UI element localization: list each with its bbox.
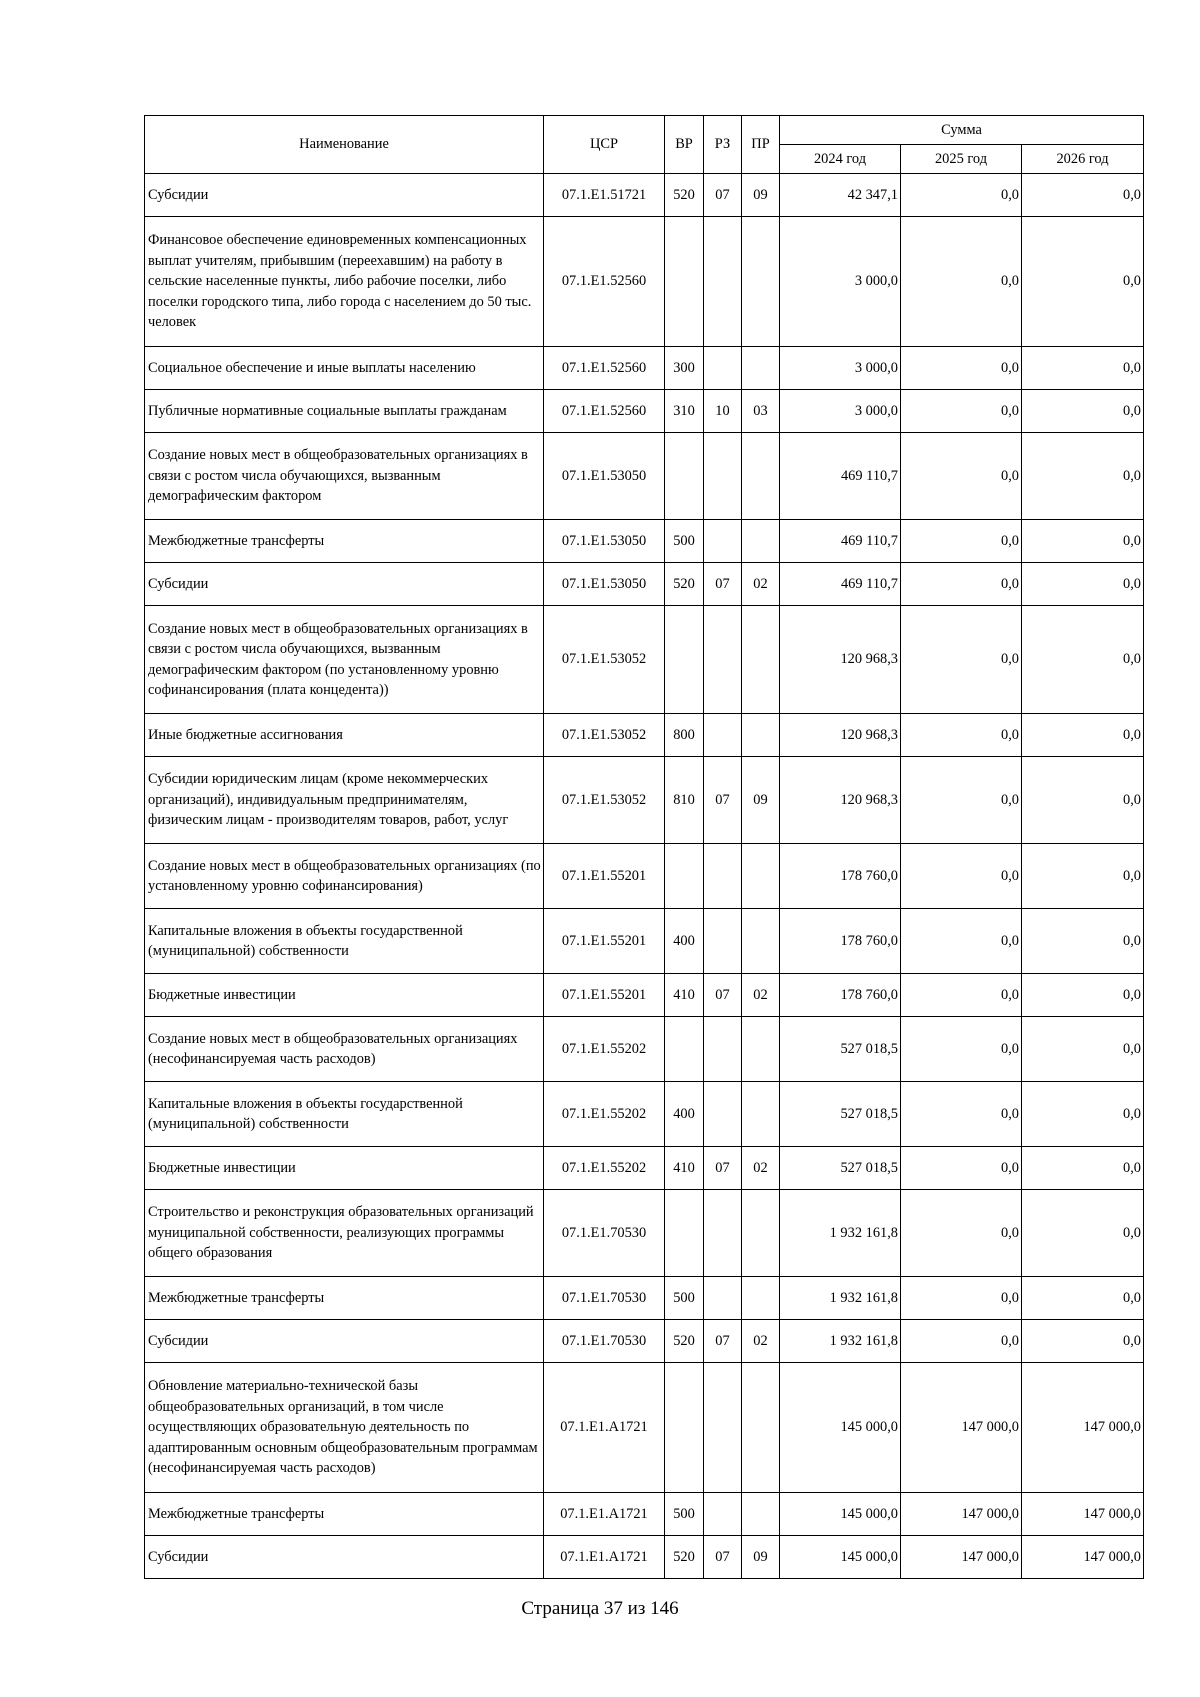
cell-vr: 520 xyxy=(665,1320,704,1363)
cell-name: Субсидии xyxy=(145,1536,544,1579)
cell-rz xyxy=(704,1277,742,1320)
cell-rz xyxy=(704,520,742,563)
cell-name: Социальное обеспечение и иные выплаты населению xyxy=(145,347,544,390)
cell-pr: 02 xyxy=(742,1147,780,1190)
header-year-2024: 2024 год xyxy=(780,145,901,174)
cell-csr: 07.1.E1.A1721 xyxy=(544,1536,665,1579)
cell-csr: 07.1.E1.55202 xyxy=(544,1147,665,1190)
cell-vr xyxy=(665,433,704,520)
cell-amount-2025: 0,0 xyxy=(901,1082,1022,1147)
cell-name: Создание новых мест в общеобразовательных организациях (по установленному уровню софинансирования) xyxy=(145,844,544,909)
cell-amount-2026: 147 000,0 xyxy=(1022,1536,1144,1579)
cell-rz xyxy=(704,1190,742,1277)
cell-amount-2026: 0,0 xyxy=(1022,974,1144,1017)
table-row xyxy=(145,1363,1144,1493)
cell-amount-2024: 120 968,3 xyxy=(780,714,901,757)
table-row xyxy=(145,433,1144,520)
cell-amount-2024: 178 760,0 xyxy=(780,909,901,974)
cell-name: Межбюджетные трансферты xyxy=(145,520,544,563)
cell-vr: 300 xyxy=(665,347,704,390)
table-row xyxy=(145,217,1144,347)
cell-amount-2026: 0,0 xyxy=(1022,606,1144,714)
header-pr: ПР xyxy=(742,116,780,174)
cell-pr xyxy=(742,714,780,757)
cell-name: Создание новых мест в общеобразовательных организациях (несофинансируемая часть расходов) xyxy=(145,1017,544,1082)
cell-amount-2024: 1 932 161,8 xyxy=(780,1320,901,1363)
cell-amount-2024: 1 932 161,8 xyxy=(780,1190,901,1277)
table-row xyxy=(145,844,1144,909)
cell-amount-2026: 0,0 xyxy=(1022,390,1144,433)
cell-name: Бюджетные инвестиции xyxy=(145,1147,544,1190)
cell-amount-2026: 0,0 xyxy=(1022,217,1144,347)
cell-amount-2025: 0,0 xyxy=(901,433,1022,520)
cell-amount-2024: 1 932 161,8 xyxy=(780,1277,901,1320)
cell-amount-2026: 0,0 xyxy=(1022,1277,1144,1320)
cell-amount-2025: 0,0 xyxy=(901,1320,1022,1363)
cell-csr: 07.1.E1.A1721 xyxy=(544,1493,665,1536)
cell-name: Межбюджетные трансферты xyxy=(145,1493,544,1536)
cell-amount-2024: 178 760,0 xyxy=(780,974,901,1017)
table-row xyxy=(145,974,1144,1017)
table-row xyxy=(145,757,1144,844)
cell-vr: 500 xyxy=(665,520,704,563)
cell-rz: 10 xyxy=(704,390,742,433)
cell-amount-2024: 469 110,7 xyxy=(780,520,901,563)
cell-amount-2026: 0,0 xyxy=(1022,1082,1144,1147)
cell-amount-2024: 3 000,0 xyxy=(780,390,901,433)
table-row xyxy=(145,909,1144,974)
cell-rz: 07 xyxy=(704,1536,742,1579)
cell-amount-2026: 0,0 xyxy=(1022,347,1144,390)
cell-amount-2026: 0,0 xyxy=(1022,909,1144,974)
cell-pr xyxy=(742,1277,780,1320)
table-row xyxy=(145,714,1144,757)
cell-vr: 500 xyxy=(665,1277,704,1320)
cell-pr xyxy=(742,1082,780,1147)
cell-vr: 400 xyxy=(665,909,704,974)
cell-amount-2026: 0,0 xyxy=(1022,714,1144,757)
cell-amount-2026: 147 000,0 xyxy=(1022,1363,1144,1493)
cell-amount-2024: 145 000,0 xyxy=(780,1536,901,1579)
cell-amount-2024: 469 110,7 xyxy=(780,563,901,606)
cell-amount-2025: 0,0 xyxy=(901,520,1022,563)
cell-name: Обновление материально-технической базы общеобразовательных организаций, в том числе осуществляющих образовательную деятельность по адаптированным основным общеобразовательным программам (несофинансируемая часть расходов) xyxy=(145,1363,544,1493)
cell-vr xyxy=(665,844,704,909)
cell-amount-2024: 120 968,3 xyxy=(780,757,901,844)
cell-amount-2025: 0,0 xyxy=(901,757,1022,844)
cell-amount-2026: 0,0 xyxy=(1022,1017,1144,1082)
cell-vr: 410 xyxy=(665,974,704,1017)
cell-name: Капитальные вложения в объекты государственной (муниципальной) собственности xyxy=(145,909,544,974)
cell-amount-2024: 527 018,5 xyxy=(780,1082,901,1147)
cell-amount-2025: 0,0 xyxy=(901,909,1022,974)
cell-amount-2025: 0,0 xyxy=(901,1277,1022,1320)
cell-rz: 07 xyxy=(704,757,742,844)
header-sum: Сумма xyxy=(780,116,1144,145)
cell-amount-2026: 0,0 xyxy=(1022,1147,1144,1190)
cell-amount-2026: 0,0 xyxy=(1022,844,1144,909)
cell-name: Субсидии юридическим лицам (кроме некоммерческих организаций), индивидуальным предпринимателям, физическим лицам - производителям товаров, работ, услуг xyxy=(145,757,544,844)
cell-amount-2024: 469 110,7 xyxy=(780,433,901,520)
cell-pr: 09 xyxy=(742,174,780,217)
cell-name: Субсидии xyxy=(145,563,544,606)
cell-amount-2025: 0,0 xyxy=(901,347,1022,390)
cell-vr: 520 xyxy=(665,1536,704,1579)
cell-csr: 07.1.E1.53050 xyxy=(544,433,665,520)
cell-name: Публичные нормативные социальные выплаты гражданам xyxy=(145,390,544,433)
header-rz: РЗ xyxy=(704,116,742,174)
cell-amount-2024: 527 018,5 xyxy=(780,1147,901,1190)
cell-vr: 520 xyxy=(665,174,704,217)
cell-amount-2025: 147 000,0 xyxy=(901,1363,1022,1493)
table-row xyxy=(145,606,1144,714)
table-row xyxy=(145,1277,1144,1320)
cell-pr: 03 xyxy=(742,390,780,433)
cell-rz: 07 xyxy=(704,563,742,606)
cell-pr: 09 xyxy=(742,757,780,844)
cell-rz xyxy=(704,714,742,757)
cell-amount-2025: 0,0 xyxy=(901,390,1022,433)
page-number: Страница 37 из 146 xyxy=(521,1598,679,1619)
cell-pr xyxy=(742,844,780,909)
cell-name: Межбюджетные трансферты xyxy=(145,1277,544,1320)
cell-pr xyxy=(742,217,780,347)
cell-name: Бюджетные инвестиции xyxy=(145,974,544,1017)
cell-csr: 07.1.E1.51721 xyxy=(544,174,665,217)
cell-amount-2025: 0,0 xyxy=(901,174,1022,217)
cell-amount-2024: 3 000,0 xyxy=(780,347,901,390)
cell-name: Капитальные вложения в объекты государственной (муниципальной) собственности xyxy=(145,1082,544,1147)
cell-pr xyxy=(742,1190,780,1277)
cell-amount-2025: 0,0 xyxy=(901,714,1022,757)
cell-rz xyxy=(704,606,742,714)
cell-vr xyxy=(665,606,704,714)
cell-pr xyxy=(742,1363,780,1493)
header-vr: ВР xyxy=(665,116,704,174)
table-row xyxy=(145,1536,1144,1579)
cell-vr: 410 xyxy=(665,1147,704,1190)
cell-pr: 09 xyxy=(742,1536,780,1579)
cell-amount-2025: 0,0 xyxy=(901,217,1022,347)
cell-csr: 07.1.E1.70530 xyxy=(544,1277,665,1320)
cell-amount-2026: 0,0 xyxy=(1022,757,1144,844)
cell-rz xyxy=(704,347,742,390)
cell-rz xyxy=(704,1363,742,1493)
table-row xyxy=(145,174,1144,217)
cell-amount-2024: 120 968,3 xyxy=(780,606,901,714)
cell-name: Строительство и реконструкция образовательных организаций муниципальной собственности, реализующих программы общего образования xyxy=(145,1190,544,1277)
cell-rz: 07 xyxy=(704,974,742,1017)
table-body xyxy=(145,174,1144,1579)
cell-amount-2024: 145 000,0 xyxy=(780,1493,901,1536)
table-row xyxy=(145,563,1144,606)
cell-amount-2024: 42 347,1 xyxy=(780,174,901,217)
cell-amount-2025: 147 000,0 xyxy=(901,1493,1022,1536)
cell-pr xyxy=(742,909,780,974)
cell-vr: 520 xyxy=(665,563,704,606)
cell-name: Финансовое обеспечение единовременных компенсационных выплат учителям, прибывшим (переехавшим) на работу в сельские населенные пункты, либо рабочие поселки, либо поселки городского типа, либо города с населением до 50 тыс. человек xyxy=(145,217,544,347)
cell-csr: 07.1.E1.55201 xyxy=(544,909,665,974)
cell-amount-2024: 178 760,0 xyxy=(780,844,901,909)
cell-csr: 07.1.E1.55201 xyxy=(544,844,665,909)
cell-amount-2025: 0,0 xyxy=(901,1017,1022,1082)
cell-amount-2026: 0,0 xyxy=(1022,433,1144,520)
cell-amount-2025: 0,0 xyxy=(901,1190,1022,1277)
header-year-2026: 2026 год xyxy=(1022,145,1144,174)
cell-vr: 310 xyxy=(665,390,704,433)
cell-amount-2025: 0,0 xyxy=(901,1147,1022,1190)
cell-amount-2026: 0,0 xyxy=(1022,563,1144,606)
cell-pr xyxy=(742,433,780,520)
cell-name: Субсидии xyxy=(145,1320,544,1363)
header-name: Наименование xyxy=(145,116,544,174)
table-row xyxy=(145,1082,1144,1147)
cell-vr xyxy=(665,217,704,347)
cell-csr: 07.1.E1.53050 xyxy=(544,520,665,563)
cell-name: Создание новых мест в общеобразовательных организациях в связи с ростом числа обучающихся, вызванным демографическим фактором (по установленному уровню софинансирования (плата концедента)) xyxy=(145,606,544,714)
table-row xyxy=(145,1017,1144,1082)
cell-pr xyxy=(742,520,780,563)
cell-csr: 07.1.E1.70530 xyxy=(544,1190,665,1277)
cell-pr xyxy=(742,606,780,714)
budget-table xyxy=(144,115,1144,1579)
cell-amount-2025: 0,0 xyxy=(901,844,1022,909)
table-row xyxy=(145,390,1144,433)
cell-vr: 810 xyxy=(665,757,704,844)
cell-csr: 07.1.E1.52560 xyxy=(544,390,665,433)
cell-rz xyxy=(704,1082,742,1147)
cell-csr: 07.1.E1.55202 xyxy=(544,1017,665,1082)
cell-rz: 07 xyxy=(704,174,742,217)
cell-csr: 07.1.E1.55202 xyxy=(544,1082,665,1147)
cell-amount-2024: 527 018,5 xyxy=(780,1017,901,1082)
cell-rz xyxy=(704,844,742,909)
cell-csr: 07.1.E1.53052 xyxy=(544,714,665,757)
cell-pr xyxy=(742,1017,780,1082)
cell-csr: 07.1.E1.53050 xyxy=(544,563,665,606)
cell-vr xyxy=(665,1363,704,1493)
cell-rz xyxy=(704,217,742,347)
cell-name: Субсидии xyxy=(145,174,544,217)
cell-amount-2025: 0,0 xyxy=(901,974,1022,1017)
cell-amount-2024: 3 000,0 xyxy=(780,217,901,347)
cell-amount-2026: 0,0 xyxy=(1022,520,1144,563)
cell-csr: 07.1.E1.52560 xyxy=(544,347,665,390)
header-csr: ЦСР xyxy=(544,116,665,174)
cell-amount-2026: 0,0 xyxy=(1022,174,1144,217)
table-row xyxy=(145,1493,1144,1536)
table-row xyxy=(145,1190,1144,1277)
cell-csr: 07.1.E1.52560 xyxy=(544,217,665,347)
cell-csr: 07.1.E1.A1721 xyxy=(544,1363,665,1493)
cell-csr: 07.1.E1.70530 xyxy=(544,1320,665,1363)
cell-rz xyxy=(704,1493,742,1536)
cell-name: Иные бюджетные ассигнования xyxy=(145,714,544,757)
cell-rz: 07 xyxy=(704,1320,742,1363)
cell-vr: 400 xyxy=(665,1082,704,1147)
table-row xyxy=(145,347,1144,390)
cell-amount-2025: 0,0 xyxy=(901,563,1022,606)
cell-amount-2024: 145 000,0 xyxy=(780,1363,901,1493)
header-year-2025: 2025 год xyxy=(901,145,1022,174)
cell-amount-2026: 0,0 xyxy=(1022,1190,1144,1277)
cell-amount-2025: 0,0 xyxy=(901,606,1022,714)
cell-name: Создание новых мест в общеобразовательных организациях в связи с ростом числа обучающихся, вызванным демографическим фактором xyxy=(145,433,544,520)
cell-rz xyxy=(704,1017,742,1082)
cell-pr: 02 xyxy=(742,1320,780,1363)
cell-pr xyxy=(742,347,780,390)
cell-amount-2025: 147 000,0 xyxy=(901,1536,1022,1579)
table-row xyxy=(145,1147,1144,1190)
cell-rz xyxy=(704,433,742,520)
cell-csr: 07.1.E1.55201 xyxy=(544,974,665,1017)
cell-vr xyxy=(665,1190,704,1277)
table-row xyxy=(145,1320,1144,1363)
cell-vr xyxy=(665,1017,704,1082)
cell-amount-2026: 147 000,0 xyxy=(1022,1493,1144,1536)
cell-pr: 02 xyxy=(742,974,780,1017)
cell-pr: 02 xyxy=(742,563,780,606)
cell-amount-2026: 0,0 xyxy=(1022,1320,1144,1363)
cell-pr xyxy=(742,1493,780,1536)
table-row xyxy=(145,520,1144,563)
cell-csr: 07.1.E1.53052 xyxy=(544,606,665,714)
cell-vr: 500 xyxy=(665,1493,704,1536)
cell-vr: 800 xyxy=(665,714,704,757)
cell-rz xyxy=(704,909,742,974)
cell-rz: 07 xyxy=(704,1147,742,1190)
cell-csr: 07.1.E1.53052 xyxy=(544,757,665,844)
